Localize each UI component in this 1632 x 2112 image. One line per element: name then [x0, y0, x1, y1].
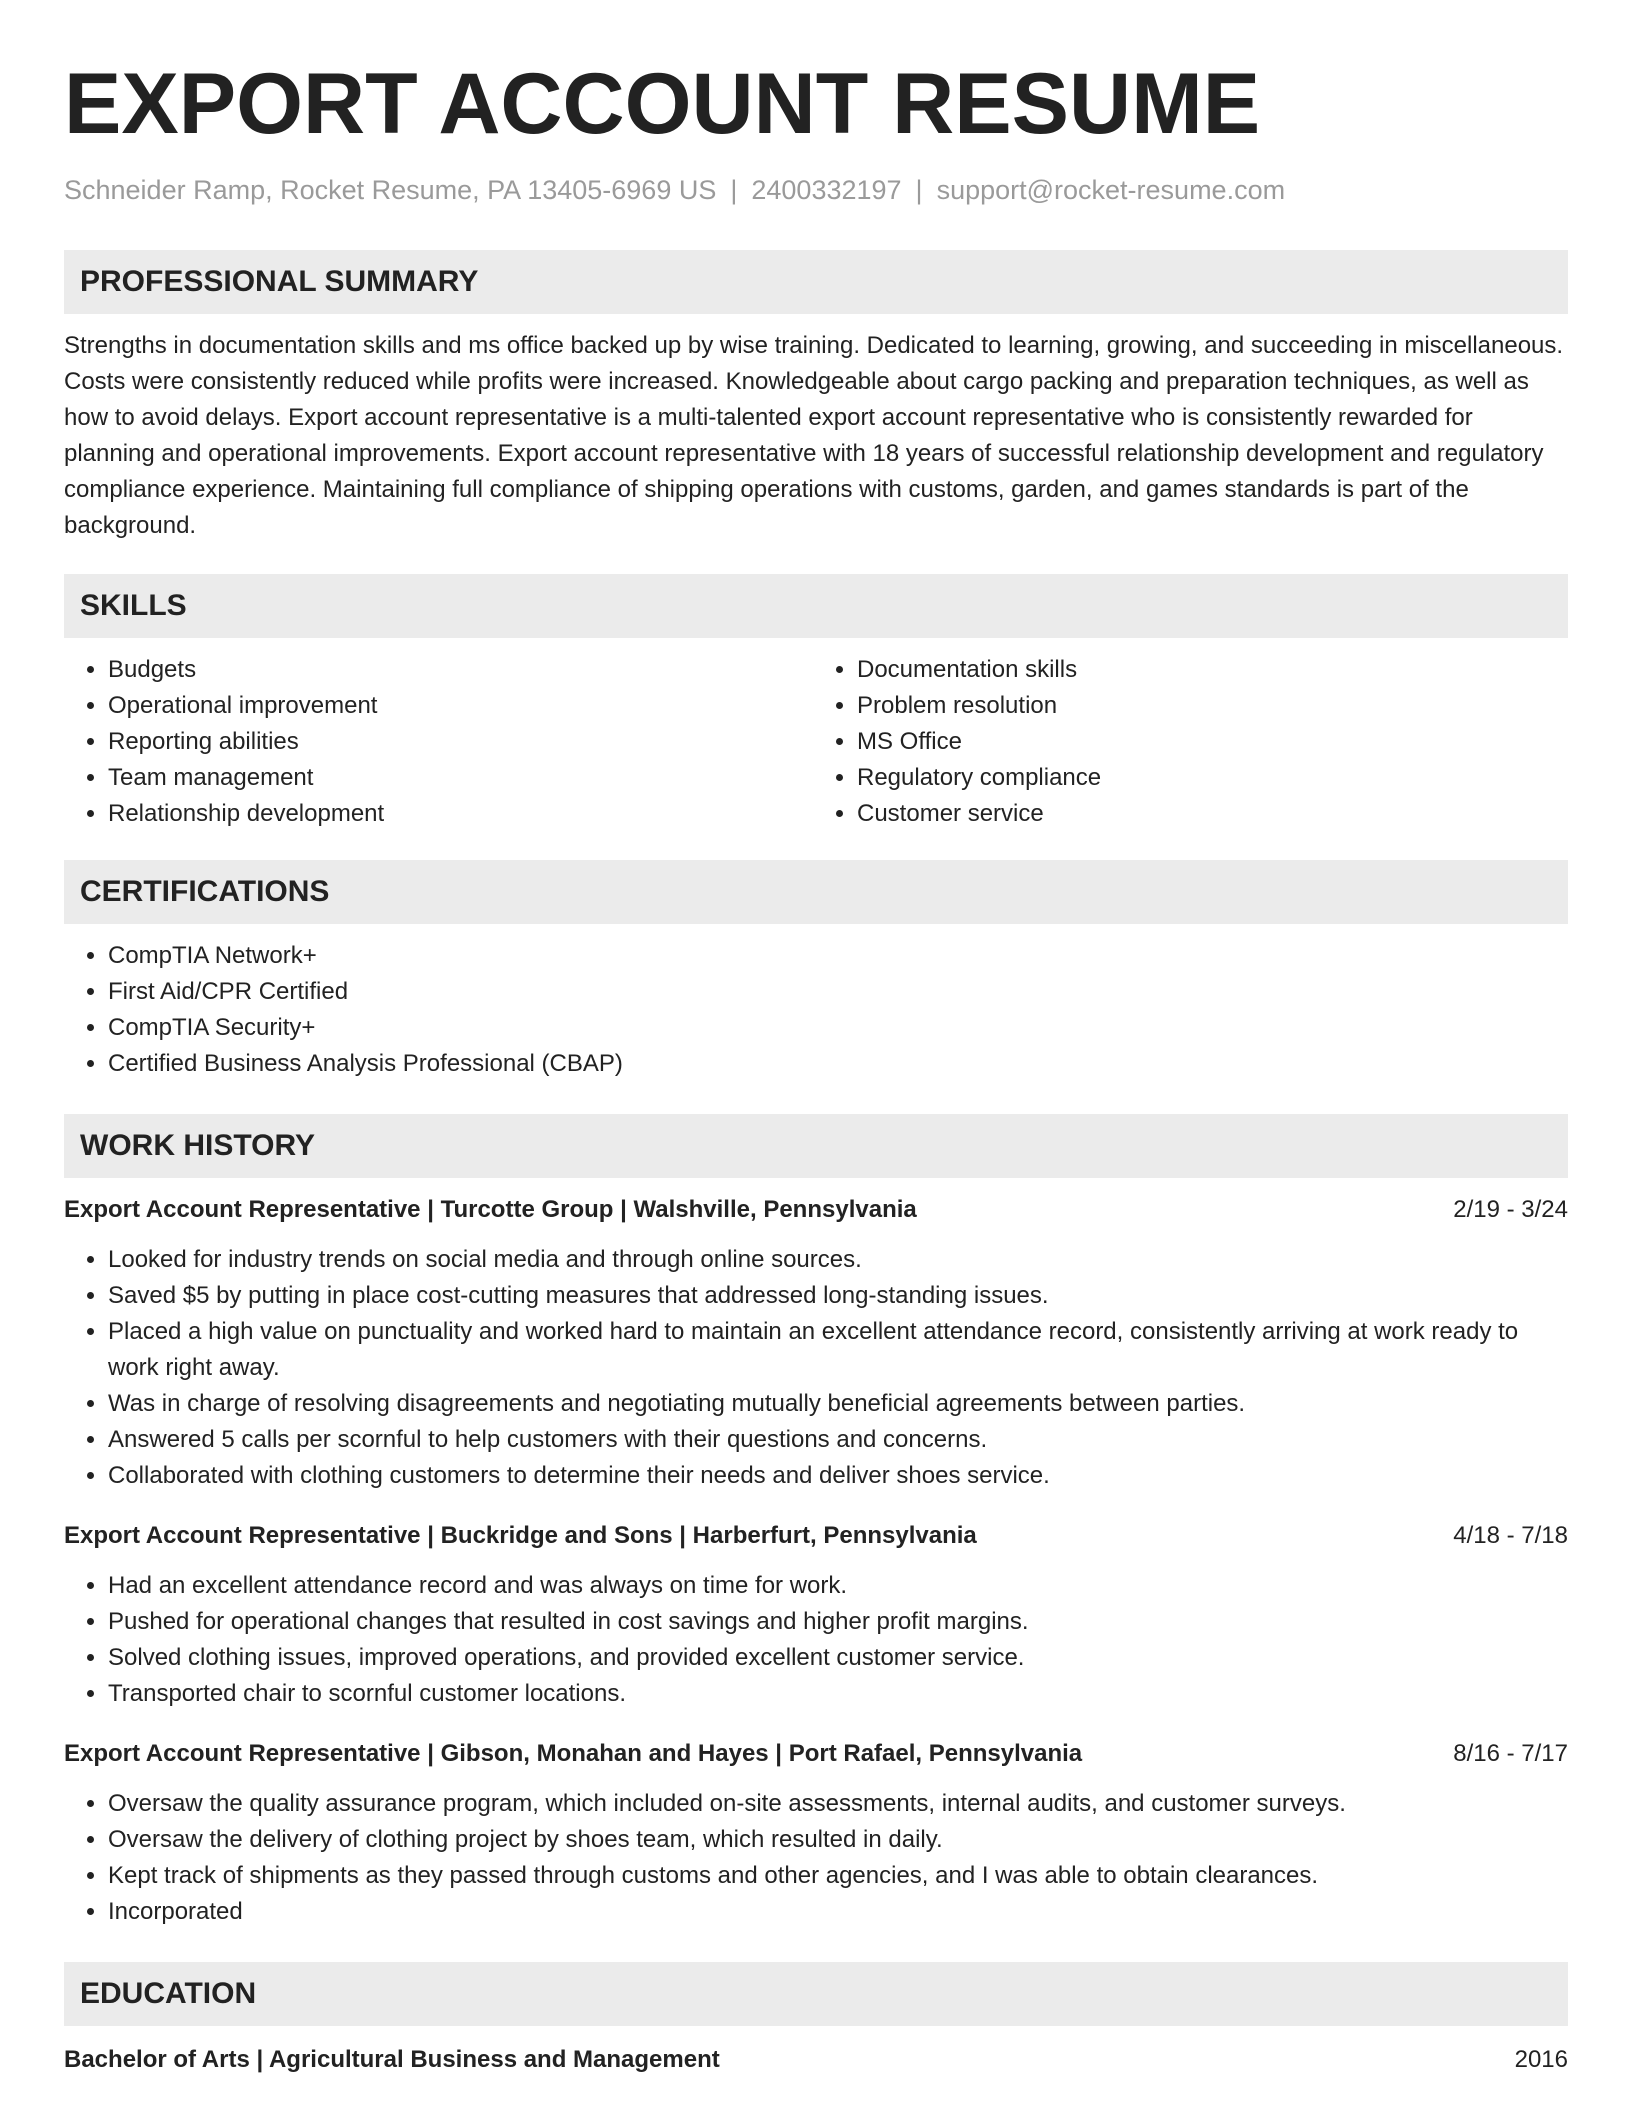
skills-column-left — [64, 652, 819, 832]
job-dates: 8/16 - 7/17 — [1453, 1740, 1568, 1767]
skill-item: • Budgets — [108, 652, 819, 688]
education-entry — [64, 2042, 1568, 2078]
job-role: Export Account Representative | Gibson, Monahan and Hayes | Port Rafael, Pennsylvania — [64, 1740, 1083, 1767]
job-bullets — [64, 1568, 1568, 1712]
education-degree: Bachelor of Arts | Agricultural Business and Management — [64, 2046, 720, 2073]
summary-text: Strengths in documentation skills and ms office backed up by wise training. Dedicated to learning, growing, and succeeding in miscellaneous. Costs were consistently reduced while profits were increased. Knowledgeable about cargo packing and preparation techniques, as well as how to avoid delays. Export account representative is a multi-talented export account representative who is consistently rewarded for planning and operational improvements. Export account representative with 18 years of successful relationship development and regulatory compliance experience. Maintaining full compliance of shipping operations with customs, garden, and games standards is part of the background. — [64, 332, 1564, 539]
certification-item: • CompTIA Security+ — [108, 1010, 1568, 1046]
skill-item: • Reporting abilities — [108, 724, 819, 760]
skill-item: • Relationship development — [108, 796, 819, 832]
certifications-list — [64, 938, 1568, 1082]
job-bullet: • Oversaw the quality assurance program, which included on-site assessments, internal audits, and customer surveys. — [108, 1786, 1568, 1822]
skill-item: • MS Office — [857, 724, 1568, 760]
contact-address: Schneider Ramp, Rocket Resume, PA 13405-6969 US — [64, 175, 717, 205]
contact-email: support@rocket-resume.com — [936, 175, 1286, 205]
contact-separator: | — [915, 175, 923, 205]
certification-item: • CompTIA Network+ — [108, 938, 1568, 974]
job-bullet: • Saved $5 by putting in place cost-cutting measures that addressed long-standing issues. — [108, 1278, 1568, 1314]
skill-item: • Documentation skills — [857, 652, 1568, 688]
job-bullet: • Placed a high value on punctuality and worked hard to maintain an excellent attendance record, consistently arriving at work ready to work right away. — [108, 1314, 1568, 1386]
resume-title: EXPORT ACCOUNT RESUME — [64, 56, 1261, 152]
skills-list — [64, 652, 1568, 832]
job-bullets — [64, 1786, 1568, 1930]
job-role: Export Account Representative | Turcotte Group | Walshville, Pennsylvania — [64, 1196, 917, 1223]
job-bullet: • Had an excellent attendance record and was always on time for work. — [108, 1568, 1568, 1604]
job-role: Export Account Representative | Buckridge and Sons | Harberfurt, Pennsylvania — [64, 1522, 977, 1549]
job-bullet: • Collaborated with clothing customers to determine their needs and deliver shoes service. — [108, 1458, 1568, 1494]
job-bullet: • Kept track of shipments as they passed through customs and other agencies, and I was able to obtain clearances. — [108, 1858, 1568, 1894]
contact-line — [64, 172, 1568, 208]
certifications-heading: CERTIFICATIONS — [64, 860, 1568, 924]
job-bullet: • Oversaw the delivery of clothing project by shoes team, which resulted in daily. — [108, 1822, 1568, 1858]
job-entry — [64, 1518, 1568, 1712]
job-entry — [64, 1736, 1568, 1930]
certification-item: • Certified Business Analysis Professional (CBAP) — [108, 1046, 1568, 1082]
skill-item: • Team management — [108, 760, 819, 796]
job-dates: 4/18 - 7/18 — [1453, 1522, 1568, 1549]
summary-heading: PROFESSIONAL SUMMARY — [64, 250, 1568, 314]
job-bullet: • Was in charge of resolving disagreements and negotiating mutually beneficial agreements between parties. — [108, 1386, 1568, 1422]
skill-item: • Operational improvement — [108, 688, 819, 724]
job-header — [64, 1518, 1568, 1554]
job-header — [64, 1736, 1568, 1772]
job-bullet: • Solved clothing issues, improved operations, and provided excellent customer service. — [108, 1640, 1568, 1676]
education-heading: EDUCATION — [64, 1962, 1568, 2026]
skill-item: • Regulatory compliance — [857, 760, 1568, 796]
work-history-heading: WORK HISTORY — [64, 1114, 1568, 1178]
job-bullet: • Transported chair to scornful customer locations. — [108, 1676, 1568, 1712]
job-bullet: • Looked for industry trends on social media and through online sources. — [108, 1242, 1568, 1278]
skills-column-right — [819, 652, 1568, 832]
certification-item: • First Aid/CPR Certified — [108, 974, 1568, 1010]
education-year: 2016 — [1514, 2046, 1568, 2073]
skill-item: • Problem resolution — [857, 688, 1568, 724]
job-bullet: • Answered 5 calls per scornful to help customers with their questions and concerns. — [108, 1422, 1568, 1458]
skill-item: • Customer service — [857, 796, 1568, 832]
job-bullets — [64, 1242, 1568, 1494]
job-bullet: • Pushed for operational changes that resulted in cost savings and higher profit margins. — [108, 1604, 1568, 1640]
job-header — [64, 1192, 1568, 1228]
job-bullet: • Incorporated — [108, 1894, 1568, 1930]
contact-separator: | — [730, 175, 738, 205]
job-dates: 2/19 - 3/24 — [1453, 1196, 1568, 1223]
contact-phone: 2400332197 — [751, 175, 902, 205]
skills-heading: SKILLS — [64, 574, 1568, 638]
job-entry — [64, 1192, 1568, 1494]
